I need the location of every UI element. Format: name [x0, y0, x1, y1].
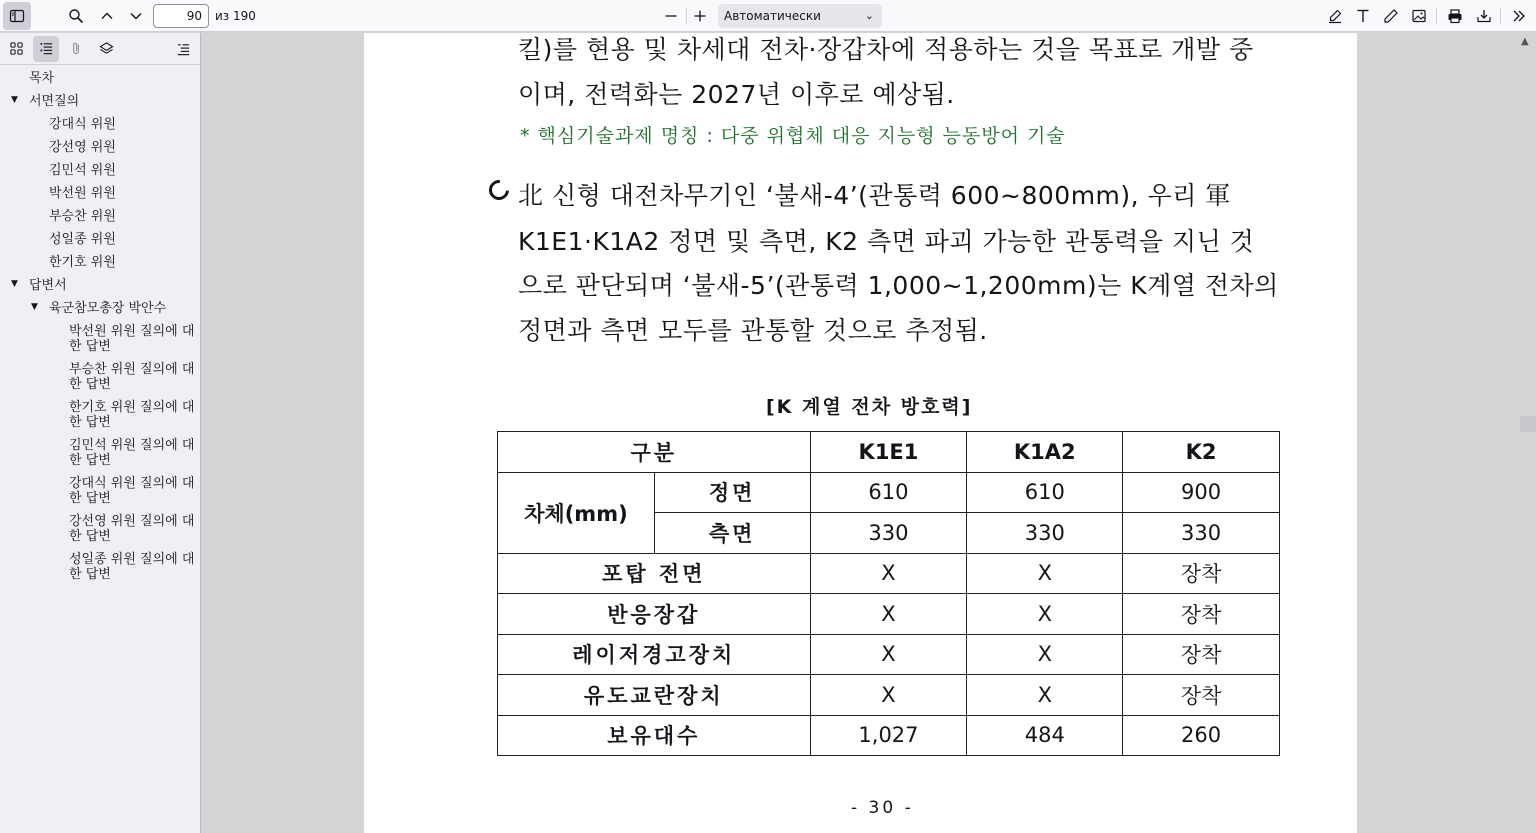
list-icon: [39, 41, 54, 56]
sidebar-icon: [9, 8, 25, 24]
search-icon: [68, 8, 84, 24]
previous-page-button[interactable]: [93, 2, 121, 30]
expand-toggle-icon[interactable]: ▼: [11, 279, 18, 289]
table-cell: X: [810, 594, 967, 635]
table-row: [498, 553, 1280, 594]
toolbar-divider: [1500, 8, 1501, 24]
outline-tab[interactable]: [33, 36, 59, 62]
table-header-cell: K1E1: [810, 432, 967, 473]
table-cell: X: [967, 675, 1123, 716]
table-cell: 330: [1123, 513, 1280, 554]
outline-item[interactable]: [69, 400, 194, 430]
outline-item[interactable]: [69, 514, 194, 544]
print-button[interactable]: [1441, 2, 1469, 30]
minus-icon: [663, 8, 679, 24]
sidebar-toggle-button[interactable]: [3, 2, 31, 30]
toolbar: [0, 0, 1536, 32]
table-caption: [K 계열 전차 방호력]: [766, 396, 973, 418]
scroll-up-icon[interactable]: ▲: [1521, 36, 1529, 47]
chevron-down-icon: [128, 8, 144, 24]
grid-icon: [9, 41, 24, 56]
outline-item-line: 한 답변: [69, 377, 111, 392]
layers-tab[interactable]: [93, 36, 119, 62]
table-row: [498, 634, 1280, 675]
current-outline-item-button[interactable]: [170, 36, 196, 62]
add-image-button[interactable]: [1405, 2, 1433, 30]
text-tool-button[interactable]: [1349, 2, 1377, 30]
expand-toggle-icon[interactable]: ▼: [31, 302, 38, 312]
table-cell: 330: [967, 513, 1123, 554]
outline-item[interactable]: 목차: [29, 71, 55, 86]
toolbar-divider: [1436, 8, 1437, 24]
outline-item[interactable]: 답변서: [29, 278, 67, 293]
table-header-cell: K2: [1123, 432, 1280, 473]
table-cell: 610: [967, 472, 1123, 513]
table-row-header: 유도교란장치: [498, 675, 811, 716]
outline-item[interactable]: 강대식 위원: [49, 117, 116, 132]
draw-button[interactable]: [1377, 2, 1405, 30]
table-cell: X: [967, 594, 1123, 635]
table-row: [498, 594, 1280, 635]
scrollbar-thumb[interactable]: [1520, 416, 1536, 432]
outline-item-line: 한기호 위원 질의에 대: [69, 400, 195, 415]
image-icon: [1411, 8, 1427, 24]
footnote-text: * 핵심기술과제 명칭 : 다중 위협체 대응 지능형 능동방어 기술: [520, 125, 1066, 147]
outline-item-line: 한 답변: [69, 567, 111, 582]
download-icon: [1476, 8, 1492, 24]
attachments-tab[interactable]: [63, 36, 89, 62]
page-number-input[interactable]: 90: [153, 4, 209, 28]
body-text-line: 으로 판단되며 ‘불새-5’(관통력 1,000~1,200mm)는 K계열 전차의: [518, 271, 1279, 300]
table-row-header: 반응장갑: [498, 594, 811, 635]
table-cell: 484: [967, 715, 1123, 756]
chevron-up-icon: [99, 8, 115, 24]
table-cell: 610: [810, 472, 967, 513]
table-cell: 장착: [1123, 634, 1280, 675]
outline-item-line: 김민석 위원 질의에 대: [69, 438, 195, 453]
table-cell: X: [810, 634, 967, 675]
table-cell: 장착: [1123, 553, 1280, 594]
pencil-icon: [1383, 8, 1399, 24]
table-row: [498, 715, 1280, 756]
outline-item[interactable]: [69, 324, 194, 354]
more-tools-button[interactable]: [1505, 2, 1533, 30]
table-header-cell: K1A2: [967, 432, 1123, 473]
body-text-line: 정면과 측면 모두를 관통할 것으로 추정됨.: [518, 316, 988, 345]
outline-item-line: 한 답변: [69, 339, 111, 354]
body-text-line: 北 신형 대전차무기인 ‘불새-4’(관통력 600~800mm), 우리 軍: [518, 181, 1231, 210]
sidebar: [0, 33, 201, 833]
outline-item[interactable]: [69, 476, 194, 506]
body-text-line: 이며, 전력화는 2027년 이후로 예상됨.: [518, 80, 955, 109]
outline-item[interactable]: [69, 438, 194, 468]
body-text-line: K1E1·K1A2 정면 및 측면, K2 측면 파괴 가능한 관통력을 지닌 것: [518, 227, 1255, 256]
outline-item[interactable]: 김민석 위원: [49, 163, 116, 178]
thumbnails-tab[interactable]: [3, 36, 29, 62]
table-cell: 260: [1123, 715, 1280, 756]
table-header-cell: 구분: [498, 432, 811, 473]
double-chevron-right-icon: [1511, 8, 1527, 24]
plus-icon: [692, 8, 708, 24]
outline-item-line: 한 답변: [69, 491, 111, 506]
table-cell: 장착: [1123, 675, 1280, 716]
table-row-header: 차체(mm): [498, 472, 655, 553]
find-button[interactable]: [62, 2, 90, 30]
save-button[interactable]: [1470, 2, 1498, 30]
layers-icon: [99, 41, 114, 56]
table-row-header: 측면: [654, 513, 810, 554]
next-page-button[interactable]: [122, 2, 150, 30]
table-cell: 330: [810, 513, 967, 554]
zoom-select[interactable]: [718, 4, 882, 28]
chevron-down-icon: ⌄: [864, 9, 874, 22]
expand-toggle-icon[interactable]: ▼: [11, 95, 18, 105]
highlighter-icon: [1327, 8, 1343, 24]
armor-table: [497, 431, 1280, 756]
outline-item[interactable]: 성일종 위원: [49, 232, 116, 247]
paperclip-icon: [69, 41, 84, 56]
table-cell: 900: [1123, 472, 1280, 513]
outline-item[interactable]: 부승찬 위원: [49, 209, 116, 224]
outline-item-line: 성일종 위원 질의에 대: [69, 552, 195, 567]
zoom-out-button[interactable]: [657, 2, 685, 30]
printer-icon: [1447, 8, 1463, 24]
text-icon: [1355, 8, 1371, 24]
outline-item-line: 강선영 위원 질의에 대: [69, 514, 195, 529]
sidebar-tabs: [0, 33, 200, 65]
table-cell: X: [810, 675, 967, 716]
table-cell: X: [967, 634, 1123, 675]
outline-locate-icon: [176, 42, 191, 57]
table-header-row: [498, 432, 1280, 473]
zoom-select-value: Автоматически: [724, 9, 821, 23]
table-cell: 장착: [1123, 594, 1280, 635]
table-row: [498, 675, 1280, 716]
outline-item[interactable]: [69, 552, 194, 582]
outline-item[interactable]: 한기호 위원: [49, 255, 116, 270]
outline-item-line: 한 답변: [69, 415, 111, 430]
outline-item[interactable]: 박선원 위원: [49, 186, 116, 201]
outline-item[interactable]: [69, 362, 194, 392]
outline-item-line: 한 답변: [69, 453, 111, 468]
zoom-in-button[interactable]: [686, 2, 714, 30]
body-text-line: 킬)를 현용 및 차세대 전차·장갑차에 적용하는 것을 목표로 개발 중: [518, 35, 1254, 64]
page-count-label: из 190: [215, 9, 256, 23]
outline-item[interactable]: 육군참모총장 박안수: [49, 301, 167, 316]
table-cell: X: [967, 553, 1123, 594]
table-row-header: 보유대수: [498, 715, 811, 756]
table-row-header: 레이저경고장치: [498, 634, 811, 675]
table-row-header: 정면: [654, 472, 810, 513]
outline-item-line: 박선원 위원 질의에 대: [69, 324, 195, 339]
outline-item-line: 한 답변: [69, 529, 111, 544]
outline-item[interactable]: 강선영 위원: [49, 140, 116, 155]
outline-item-line: 부승찬 위원 질의에 대: [69, 362, 195, 377]
highlight-button[interactable]: [1321, 2, 1349, 30]
outline-item[interactable]: 서면질의: [29, 94, 80, 109]
outline-item-line: 강대식 위원 질의에 대: [69, 476, 195, 491]
table-row: [498, 472, 1280, 513]
page-number: - 30 -: [851, 798, 914, 818]
table-cell: X: [810, 553, 967, 594]
table-row-header: 포탑 전면: [498, 553, 811, 594]
table-cell: 1,027: [810, 715, 967, 756]
